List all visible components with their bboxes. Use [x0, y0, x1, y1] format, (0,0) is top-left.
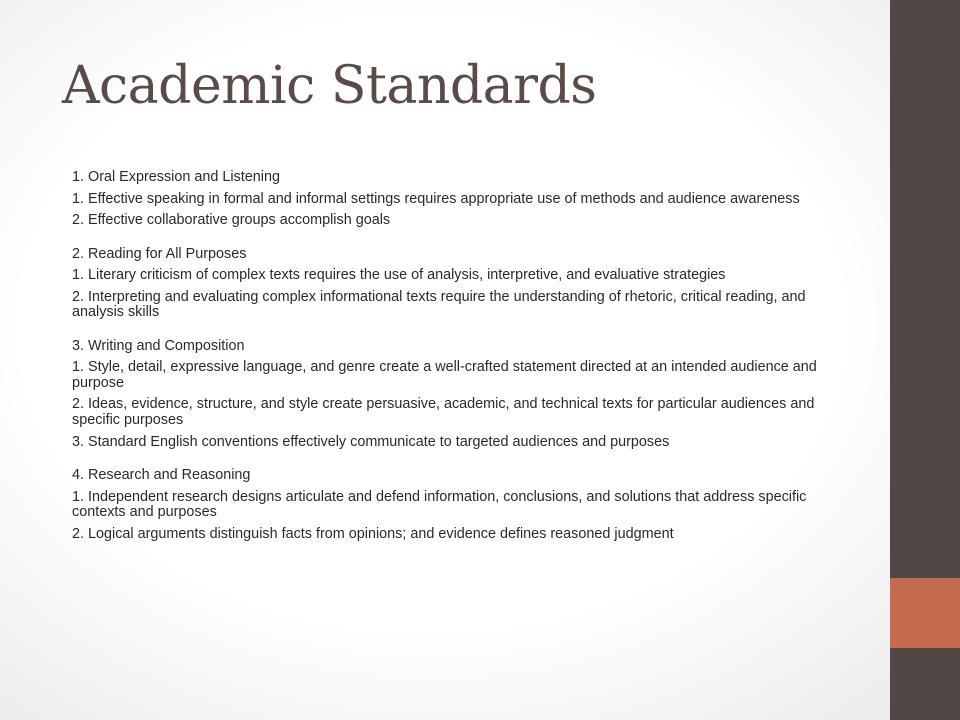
section-heading: 4. Research and Reasoning [72, 467, 251, 484]
section-writing [72, 339, 842, 450]
standard-item: 2. Logical arguments distinguish facts from opinions; and evidence defines reasoned judgment [72, 525, 674, 542]
section-heading: 2. Reading for All Purposes [72, 245, 247, 262]
standard-item: 2. Effective collaborative groups accomplish goals [72, 212, 391, 229]
section-reading [72, 247, 842, 321]
slide-content [72, 170, 842, 560]
section-oral-expression [72, 170, 842, 229]
section-heading: 3. Writing and Composition [72, 337, 245, 354]
standard-item: 2. Ideas, evidence, structure, and style create persuasive, academic, and technical texts for particular audiences and specific purposes [72, 396, 815, 429]
section-research [72, 468, 842, 542]
standard-item: 3. Standard English conventions effectively communicate to targeted audiences and purposes [72, 433, 670, 450]
standard-item: 1. Effective speaking in formal and informal settings requires appropriate use of methods and audience awareness [72, 190, 800, 207]
standard-item: 2. Interpreting and evaluating complex informational texts require the understanding of rhetoric, critical reading, and analysis skills [72, 288, 806, 321]
decorative-accent-block [890, 578, 960, 648]
standard-item: 1. Literary criticism of complex texts requires the use of analysis, interpretive, and evaluative strategies [72, 267, 726, 284]
slide-title: Academic Standards [62, 56, 597, 116]
section-heading: 1. Oral Expression and Listening [72, 169, 280, 185]
standard-item: 1. Style, detail, expressive language, and genre create a well-crafted statement directed at an intended audience and purpose [72, 359, 817, 391]
standard-item: 1. Independent research designs articulate and defend information, conclusions, and solutions that address specific contexts and purposes [72, 488, 807, 521]
